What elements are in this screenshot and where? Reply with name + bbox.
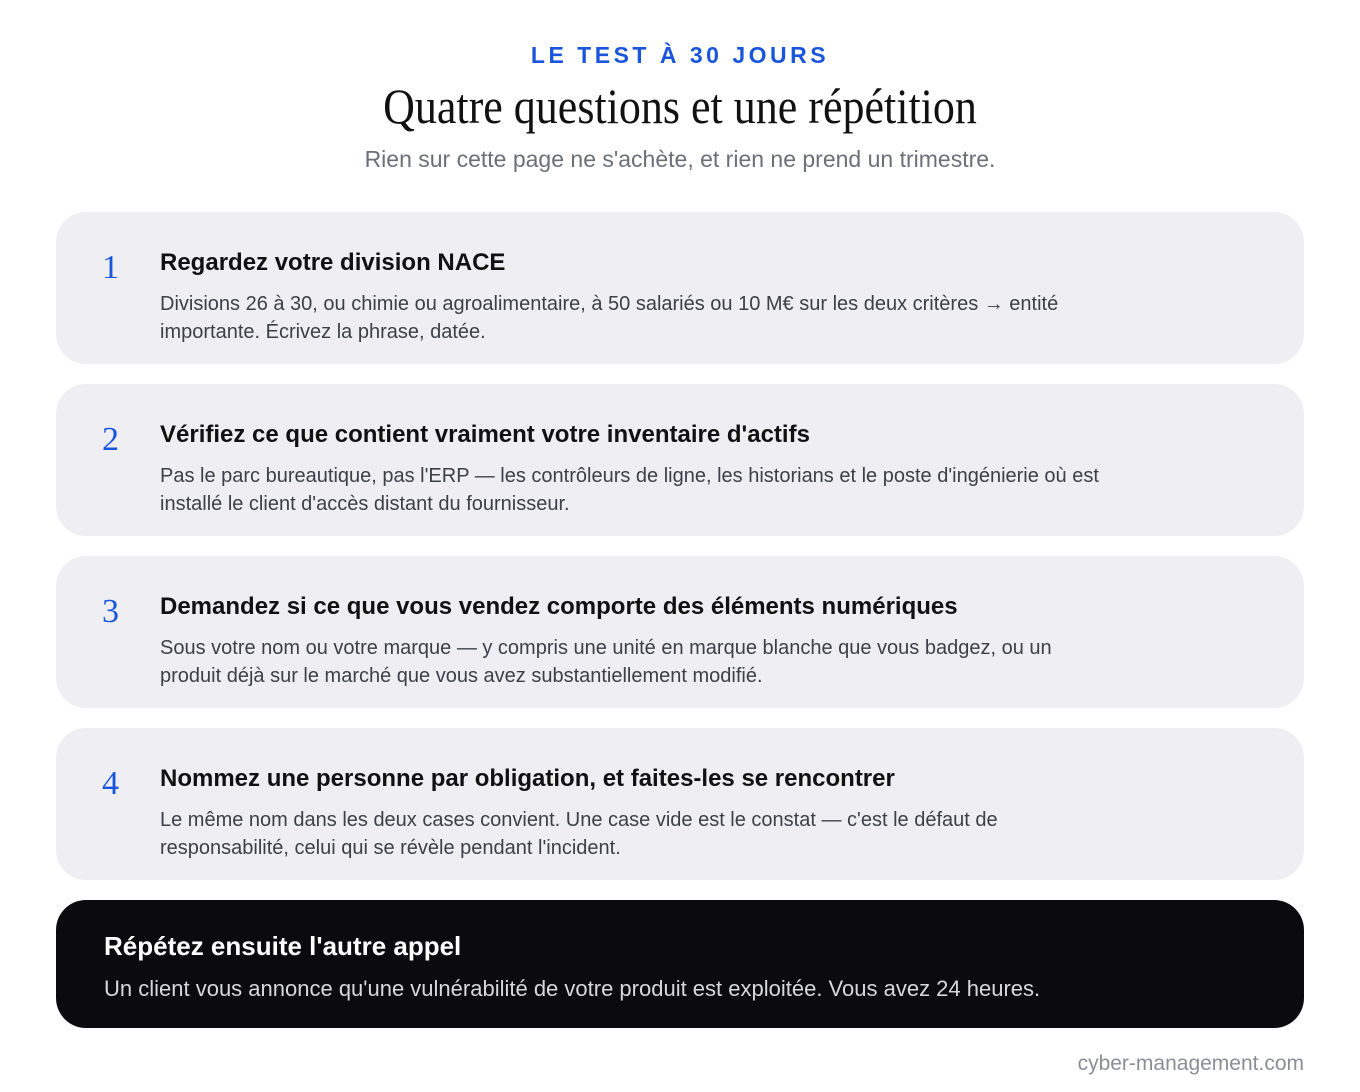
step-card-3 xyxy=(56,556,1304,708)
step-card-4 xyxy=(56,728,1304,880)
step-body: Le même nom dans les deux cases convient. Une case vide est le constat — c'est le défaut de responsabilité, celui qui se révèle pendant l'incident. xyxy=(160,809,998,859)
step-title: Nommez une personne par obligation, et faites-les se rencontrer xyxy=(160,765,895,792)
step-number: 3 xyxy=(102,593,119,630)
step-number: 4 xyxy=(102,765,119,802)
page-title: Quatre questions et une répétition xyxy=(383,78,977,134)
rehearsal-card xyxy=(56,900,1304,1028)
step-body: Pas le parc bureautique, pas l'ERP — les contrôleurs de ligne, les historians et le poste d'ingénierie où est installé le client d'accès distant du fournisseur. xyxy=(160,465,1099,515)
step-body: Divisions 26 à 30, ou chimie ou agroalimentaire, à 50 salariés ou 10 M€ sur les deux critères → entité importante. Écrivez la phrase, datée. xyxy=(160,293,1059,343)
rehearsal-title: Répétez ensuite l'autre appel xyxy=(104,931,462,961)
page-subtitle: Rien sur cette page ne s'achète, et rien ne prend un trimestre. xyxy=(364,146,996,172)
step-body: Sous votre nom ou votre marque — y compris une unité en marque blanche que vous badgez, ou un produit déjà sur le marché que vous avez substantiellement modifié. xyxy=(160,637,1052,687)
footer-site: cyber-management.com xyxy=(1077,1052,1304,1075)
rehearsal-body: Un client vous annonce qu'une vulnérabilité de votre produit est exploitée. Vous avez 24 heures. xyxy=(104,976,1041,1001)
step-card-2 xyxy=(56,384,1304,536)
step-number: 1 xyxy=(102,249,119,286)
eyebrow-label: LE TEST À 30 JOURS xyxy=(530,42,830,68)
step-title: Regardez votre division NACE xyxy=(160,249,506,276)
step-title: Demandez si ce que vous vendez comporte des éléments numériques xyxy=(160,593,958,620)
step-number: 2 xyxy=(102,421,119,458)
step-title: Vérifiez ce que contient vraiment votre inventaire d'actifs xyxy=(160,421,810,448)
step-card-1 xyxy=(56,212,1304,364)
